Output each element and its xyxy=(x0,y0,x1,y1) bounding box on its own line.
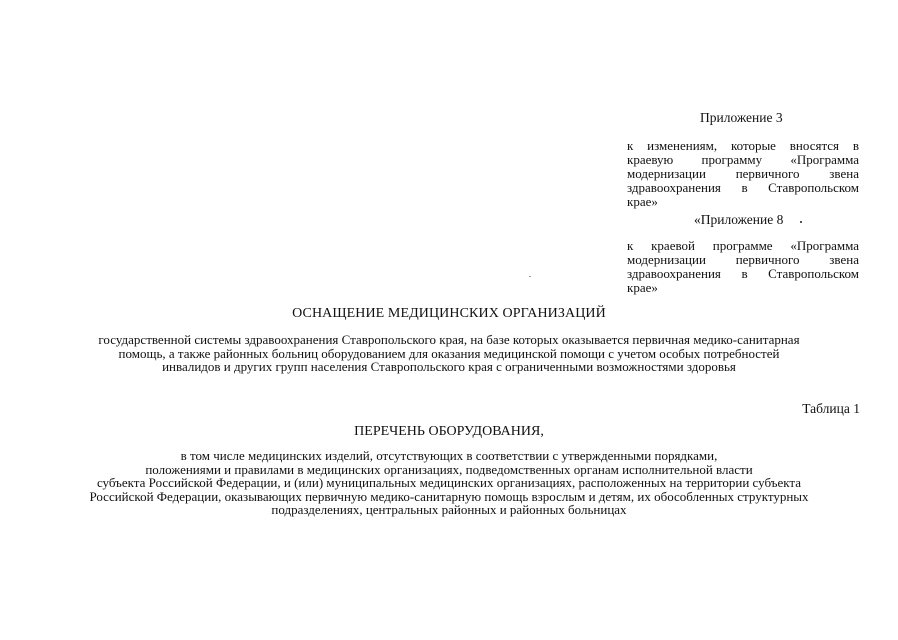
list-subtitle-line: субъекта Российской Федерации, и (или) муниципальных медицинских организациях, расположенных на территории субъекта xyxy=(96,475,802,490)
list-subtitle-line: подразделениях, центральных районных и районных больницах xyxy=(271,502,627,517)
appendix-8-note-line: к краевой программе «Программа xyxy=(627,238,859,253)
appendix-8-note-line: модернизации первичного звена xyxy=(627,252,859,267)
appendix-3-note-line: здравоохранения в Ставропольском xyxy=(627,180,859,195)
main-heading: ОСНАЩЕНИЕ МЕДИЦИНСКИХ ОРГАНИЗАЦИЙ xyxy=(292,306,606,321)
main-subtitle-line: помощь, а также районных больниц оборудованием для оказания медицинской помощи с учетом особых потребностей xyxy=(118,345,780,361)
list-subtitle-line: в том числе медицинских изделий, отсутствующих в соответствии с утвержденными порядками, xyxy=(180,448,718,463)
appendix-8-note xyxy=(627,239,859,295)
appendix-3-title: Приложение 3 xyxy=(700,110,783,125)
main-subtitle-line: инвалидов и других групп населения Ставропольского края с ограниченными возможностями здоровья xyxy=(162,359,736,374)
appendix-3-note-line: к изменениям, которые вносятся в xyxy=(627,138,859,153)
list-subtitle-line: Российской Федерации, оказывающих первичную медико-санитарную помощь взрослым и детям, их обособленных структурных xyxy=(89,488,809,504)
scan-speck xyxy=(529,276,531,277)
appendix-8-note-line: крае» xyxy=(627,280,658,295)
list-heading: ПЕРЕЧЕНЬ ОБОРУДОВАНИЯ, xyxy=(354,424,544,439)
scan-speck xyxy=(800,221,802,223)
appendix-8-note-line: здравоохранения в Ставропольском xyxy=(627,266,859,281)
table-number: Таблица 1 xyxy=(802,401,860,416)
main-subtitle xyxy=(30,333,868,374)
appendix-3-note-line: крае» xyxy=(627,194,658,209)
main-subtitle-line: государственной системы здравоохранения Ставропольского края, на базе которых оказывается первичная медико-санитарная xyxy=(98,332,800,347)
appendix-3-note-line: модернизации первичного звена xyxy=(627,166,859,181)
list-subtitle xyxy=(30,449,868,517)
list-subtitle-line: положениями и правилами в медицинских организациях, подведомственных органам исполнительной власти xyxy=(145,461,753,477)
appendix-3-note-line: краевую программу «Программа xyxy=(627,152,859,167)
appendix-8-title: «Приложение 8 xyxy=(694,212,784,227)
appendix-3-note xyxy=(627,139,859,209)
